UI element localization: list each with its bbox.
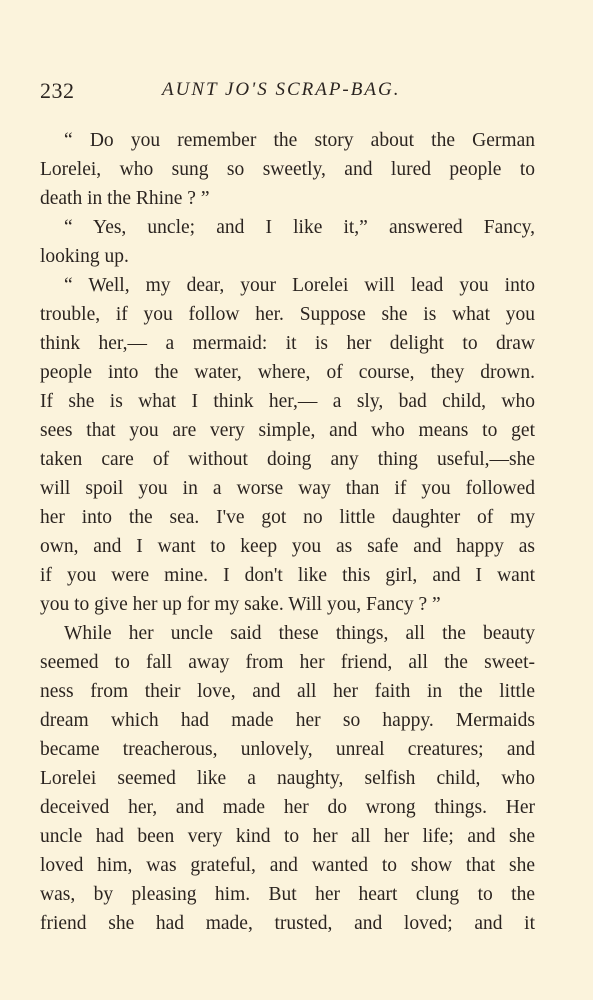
text-line: her into the sea. I've got no little daughter of my: [40, 507, 535, 528]
text-line: uncle had been very kind to her all her life; and she: [40, 826, 535, 847]
text-line: death in the Rhine ? ”: [40, 188, 210, 209]
text-line: own, and I want to keep you as safe and happy as: [40, 536, 535, 557]
text-line: friend she had made, trusted, and loved; and it: [40, 913, 535, 934]
text-line: “ Do you remember the story about the German: [64, 130, 535, 151]
text-line: taken care of without doing any thing useful,—she: [40, 449, 535, 470]
text-line: seemed to fall away from her friend, all the sweet-: [40, 652, 535, 673]
text-line: was, by pleasing him. But her heart clung to the: [40, 884, 535, 905]
text-line: Lorelei, who sung so sweetly, and lured people to: [40, 159, 535, 180]
page-number: 232: [40, 78, 75, 103]
text-line: If she is what I think her,— a sly, bad child, who: [40, 391, 535, 412]
text-line: trouble, if you follow her. Suppose she is what you: [40, 304, 535, 325]
text-line: if you were mine. I don't like this girl, and I want: [40, 565, 535, 586]
body-text: [40, 126, 535, 938]
text-line: While her uncle said these things, all the beauty: [64, 623, 535, 644]
text-line: “ Yes, uncle; and I like it,” answered Fancy,: [64, 217, 535, 238]
page-header: [40, 78, 535, 108]
text-line: Lorelei seemed like a naughty, selfish child, who: [40, 768, 535, 789]
text-line: will spoil you in a worse way than if you followed: [40, 478, 535, 499]
text-line: became treacherous, unlovely, unreal creatures; and: [40, 739, 535, 760]
text-line: ness from their love, and all her faith in the little: [40, 681, 535, 702]
text-line: you to give her up for my sake. Will you, Fancy ? ”: [40, 594, 441, 615]
text-line: dream which had made her so happy. Mermaids: [40, 710, 535, 731]
text-line: “ Well, my dear, your Lorelei will lead you into: [64, 275, 535, 296]
text-line: deceived her, and made her do wrong things. Her: [40, 797, 535, 818]
running-head: AUNT JO'S SCRAP-BAG.: [162, 79, 401, 100]
text-line: loved him, was grateful, and wanted to show that she: [40, 855, 535, 876]
text-line: think her,— a mermaid: it is her delight to draw: [40, 333, 535, 354]
text-line: people into the water, where, of course, they drown.: [40, 362, 535, 383]
text-line: looking up.: [40, 246, 129, 267]
text-line: sees that you are very simple, and who means to get: [40, 420, 535, 441]
